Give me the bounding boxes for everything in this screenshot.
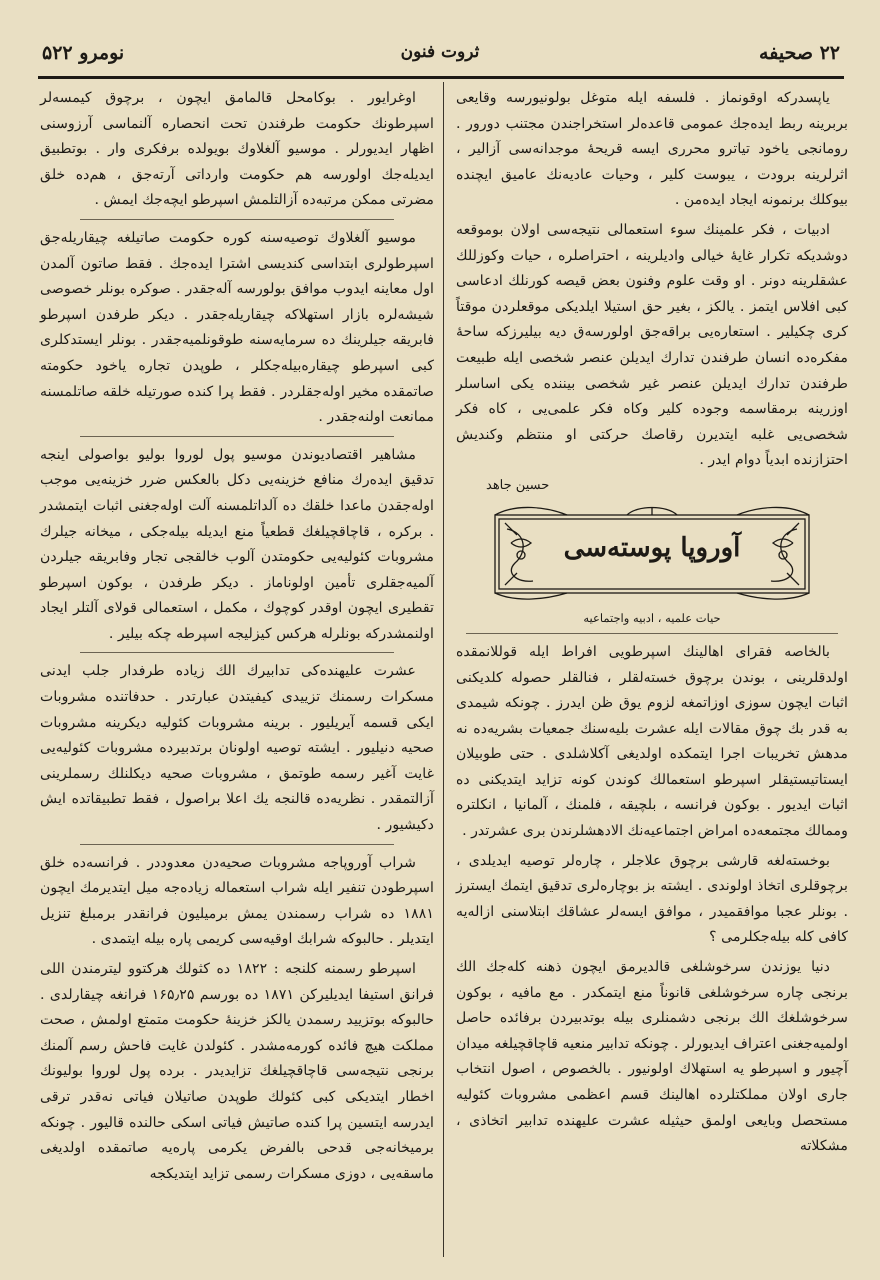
header-rule [38, 76, 844, 79]
section-title-frame [487, 503, 817, 603]
article-paragraph: اسپرطو رسمنه کلنجه : ۱۸۲۲ ده کثولك هرکتوو لیترمندن اللی فرانق استیفا ایدیلیرکن ۱۸۷۱ ده بورسم ۱۶۵٫۲۵ فرانغه چیقارلدی . حالبوکه بوتزیید رسمدن یالکز خزینهٔ حکومت متمتع اولمش ، صحت مملکت هیچ فائده کورمه‌مشدر . کئولدن غایت فاحش رسم آلمنك برنجی نتیجه‌سی قاچاقچیلغك تزایدیدر . برده پول لوروا بولیونك اخطار ایتدیکی کبی کئولك طوپدن صاتیلان فیاتی نه‌قدر ترقی ایدرسه ایتسین پرا کنده صاتیش فیاتی اسکی حالنده قالیور . چونکه برمیخانه‌جی قدحی بالفرض یکرمی پاره‌یه صاتمقده اولدیغی ماسقه‌یی ، دوزی مسکرات رسمی تزاید ایتدیکجه [40, 961, 434, 1182]
article-paragraph: شراب آوروپاجه مشروبات صحیه‌دن معدوددر . فرانسه‌ده خلق اسپرطودن تنفیر ایله شراب استعماله زیاده‌جه میل ایتدیرمك ایچون ۱۸۸۱ ده شراب رسمندن یمش برمیلیون فرانقدر برمبلغ تنزیل ایتدیلر . حالبوکه شرابك اوقیه‌سی کریمی پاره بیله ایتمدی . [40, 854, 434, 948]
article-paragraph: موسیو آلغلاوك توصیه‌سنه کوره حکومت صاتیلغه چیقاریله‌جق اسپرطولری ابتداسی کندیسی اشترا ایده‌جك . فقط صاتون آلمدن اول معاینه ایدوب موافق بولورسه آله‌جقدر . صوکره بونلر خصوصی شیشه‌لره بازار استهلاکه چیقاریله‌جقدر . دیکر طرفدن اسپرطو فابریقه جیلرینك ده سرمایه‌سنه طوقونلمیه‌جقدر . بونلر ایستدکلری کبی اسپرطو چیقاره‌بیله‌جکلر ، طوپدن تجاره یاخود حکومته صاتمقده مخیر اوله‌جقلردر . فقط پرا کنده صورتیله خلقه صاتلمسنه ممانعت اولنه‌جقدر . [40, 229, 434, 426]
divider [80, 652, 394, 653]
section-subtitle: حیات علمیه ، ادبیه واجتماعیه [583, 610, 721, 625]
article-paragraph: دنیا یوزندن سرخوشلغی قالدیرمق ایچون ذهنه کله‌جك الك برنجی چاره سرخوشلغی قانوناً منع ایتمکدر . مع مافیه ، بوکون سرخوشلغك الك برنجی دشمنلری بیله بوتدبیردن برفائده حاصل اولمیه‌جغنی اعتراف ایدیورلر . چونکه تدابیر منعیه قاچاقچیلغه میدان آچیور و اسپرطو یه استهلاك اولونیور . بالخصوص ، اصول انتخاب جاری اولان مملکتلرده اهالینك قسم اعظمی مشروبات کئولیه مستحصل وبایعی اولمق حیثیله عشرت علیهنده تدابیر اتخاذی ، مشکلاته [456, 959, 848, 1155]
divider [80, 436, 394, 437]
left-column [40, 86, 434, 1191]
right-column [456, 86, 848, 1164]
page-number: ۲۲ صحیفه [759, 42, 840, 64]
page-header [36, 38, 844, 74]
issue-number: نومرو ۵۲۲ [42, 42, 125, 64]
column-divider [443, 82, 444, 1257]
divider [80, 219, 394, 220]
section-title: آوروپا پوسته‌سی [563, 532, 741, 563]
author-signature: حسین جاهد [486, 477, 550, 493]
article-paragraph: اوغرایور . بوکامحل قالمامق ایچون ، برچوق کیمسه‌لر اسپرطونك حکومت طرفندن تحت انحصاره آلنماسی آرزوسنی اظهار ایدیورلر . موسیو آلغلاوك بویولده برفکری وار . بوتطبیق ایدیله‌جك اولورسه هم حکومت وارداتی آرته‌جق ، هم‌ده خلق مضرتی ممکن مرتبه‌ده آزالتلمش اسپرطو ایچه‌جك ایمش . [40, 90, 434, 209]
article-paragraph: عشرت علیهنده‌کی تدابیرك الك زیاده طرفدار جلب ایدنی مسکرات رسمنك تزییدی کیفیتدن عبارتدر . حدفاتنده مشروبات ایکی قسمه آیریلیور . برینه مشروبات کئولیه دیکرینه مشروبات صحیه دنیلیور . ایشته توصیه اولونان برتدبیرده مشروبات کئولیه‌یی غایت آغیر رسمه طوتمق ، مشروبات صحیه دیکلنلك رسملرینی آزالتمقدر . نظریه‌ده قالنجه یك اعلا براصول ، فقط تطبیقاتده ایش دکیشیور . [40, 663, 434, 834]
article-paragraph: بوخسته‌لغه قارشی برچوق علاجلر ، چاره‌لر توصیه ایدیلدی ، برچوقلری اتخاذ اولوندی . ایشته بز بوچاره‌لری تدقیق ایتمك ایسترز . بونلر عجبا موافقمیدر ، موافق ایسه‌لر عشاقك ابتلاسنی ازاله‌یه کافی کله بیله‌جکلرمی ؟ [456, 852, 848, 946]
article-paragraph: یاپسدرکه اوقونماز . فلسفه ایله متوغل بولونیورسه وقایعی بربرینه ربط ایده‌جك عمومی قاعده‌لر استخراجندن مجتنب دورور . رومانجی یاخود تیاترو محرری ایسه قریحهٔ موجدانه‌سی آزالیر ، اثرلرینه برودت ، یبوست کلیر ، وحیات عادیه‌نك عامیق ایچنده بیوکلك برنمونه ایجاد ایده‌من . [456, 90, 848, 209]
article-paragraph: مشاهیر اقتصادیوندن موسیو پول لوروا بولیو بواصولی اینجه تدقیق ایده‌رك منافع خزینه‌یی دکل بالعکس ضرر خزینه‌یی موجب اوله‌جقدن ماعدا خلقك ده آلداتلمسنه آلت اوله‌جغنی اثبات ایتمشدر . برکره ، قاچاقچیلغك قطعیاً منع ایدیله بیله‌جکی ، میخانه جیلرك مشروبات کئولیه‌یی حکومتدن آلوب خالقجی تجار وفابریقه جیلردن آلمیه‌جقلری تأمین اولوناماز . دیکر طرفدن ، بوکون اسپرطو تقطیری ایچون اوقدر کوچوك ، مکمل ، استعمالی قولای آلتلر ایجاد اولنمشدرکه بونلرله هرکس کیزلیجه اسپرطه چکه بیلیر . [40, 446, 434, 642]
magazine-title: ثروت فنون [400, 42, 480, 62]
article-paragraph: بالخاصه فقرای اهالینك اسپرطویی افراط ایله قوللانمقده اولدقلرینی ، بوندن برچوق خسته‌لقلر ، فنالقلر حصوله کلدیکنی اثبات ایچون سوزی اوزاتمغه لزوم یوق ظن ایدرز . چونکه شیمدی به قدر بك چوق مقالات ایله عشرت بلیه‌سنك جمعیات بشریه‌ده نه مدهش تخریبات اجرا ایتمکده اولدیغی آکلاشلدی . حتی طوبیلان ایستاتیستیقلر اسپرطو استعمالك کوندن کونه تزاید ایتدیکنی ده اثبات ایدیور . بوکون فرانسه ، بلچیقه ، فلمنك ، آلمانیا ، انکلتره وممالك مجتمعه‌ده امراض اجتماعیه‌نك الادهشلرندن بری عشرتدر . [456, 643, 848, 840]
divider [80, 844, 394, 845]
divider [466, 633, 838, 634]
article-paragraph: ادبیات ، فکر علمینك سوء استعمالی نتیجه‌سی اولان بوموقعه دوشدیکه تکرار غایهٔ خیالی وادیلرینه ، احتراصلره ، حیات وکوزللك عشقلرینه دونر . او وقت علوم وفنون بعض قیصه کورنلك ادعاسی کبی افلاس ایتمز . یالکز ، بغیر حق استیلا ایلدیکی موقعلردن موقتاً کری چکیلیر . استعاره‌یی براقه‌جق اولورسه‌ق دیه بیلیرزکه ساحهٔ مفکره‌ده انسان طرفندن تدارك ایدیلن عنصر شخصی ایله طبیعت طرفندن تدارك ایدیلن عنصر غیر شخصی بیننده یکی اساسلر اوزرینه برمقاسمه وجوده کلیر وکاه فکر علمی‌یی ، کاه فکر شخصی‌یی غلبه ایتدیرن رقاصك حرکتی او منتظم وکندیش احتزازنده ابدیاً دوام ایدر . [456, 221, 848, 469]
